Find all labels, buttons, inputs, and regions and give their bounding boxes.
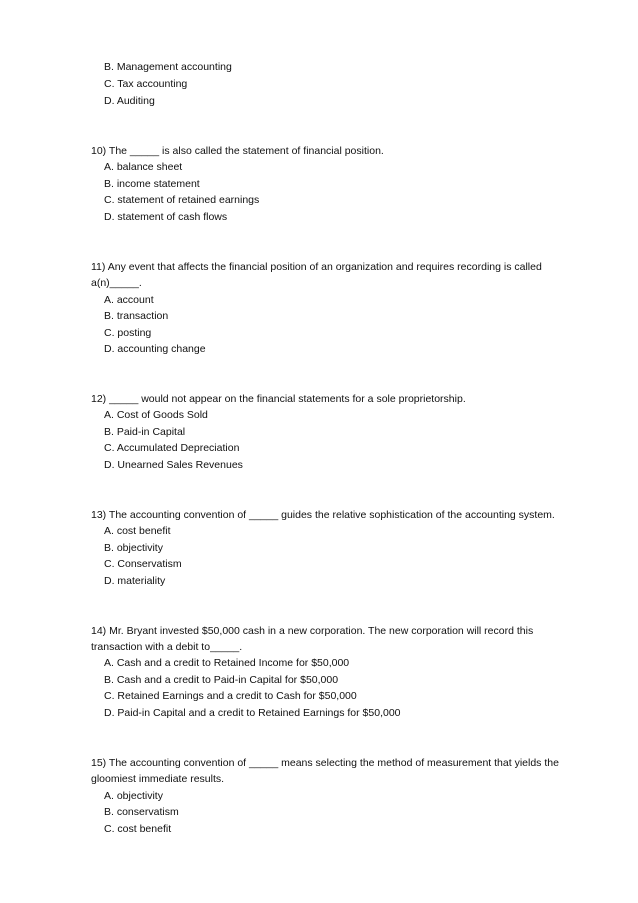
question-14-option-a: A. Cash and a credit to Retained Income for $50,000 xyxy=(104,657,350,669)
question-13-stem: 13) The accounting convention of _____ guides the relative sophistication of the accounting system. xyxy=(91,509,555,521)
question-11-option-d: D. accounting change xyxy=(104,343,206,355)
question-14-option-c: C. Retained Earnings and a credit to Cash for $50,000 xyxy=(104,690,357,702)
question-15-option-c: C. cost benefit xyxy=(104,823,172,835)
question-11-stem-cont: a(n)_____. xyxy=(91,277,142,289)
question-14-stem-cont: transaction with a debit to_____. xyxy=(91,641,243,653)
question-12-option-b: B. Paid-in Capital xyxy=(104,426,186,438)
question-11-option-b: B. transaction xyxy=(104,310,169,322)
option-b: B. Management accounting xyxy=(104,61,232,73)
question-10-option-c: C. statement of retained earnings xyxy=(104,194,260,206)
question-12-option-d: D. Unearned Sales Revenues xyxy=(104,459,243,471)
question-15-stem-cont: gloomiest immediate results. xyxy=(91,773,225,785)
question-14-stem: 14) Mr. Bryant invested $50,000 cash in a new corporation. The new corporation will record this xyxy=(91,625,534,637)
question-12-option-c: C. Accumulated Depreciation xyxy=(104,442,240,454)
option-d: D. Auditing xyxy=(104,95,155,107)
question-10-option-a: A. balance sheet xyxy=(104,161,183,173)
question-14-option-d: D. Paid-in Capital and a credit to Retained Earnings for $50,000 xyxy=(104,707,401,719)
question-13-option-d: D. materiality xyxy=(104,575,166,587)
question-10-option-d: D. statement of cash flows xyxy=(104,211,228,223)
question-13-option-a: A. cost benefit xyxy=(104,525,171,537)
question-12-option-a: A. Cost of Goods Sold xyxy=(104,409,208,421)
question-11-option-c: C. posting xyxy=(104,327,152,339)
question-11-option-a: A. account xyxy=(104,294,154,306)
question-13-option-b: B. objectivity xyxy=(104,542,163,554)
question-13-option-c: C. Conservatism xyxy=(104,558,182,570)
question-10-option-b: B. income statement xyxy=(104,178,200,190)
question-12-stem: 12) _____ would not appear on the financial statements for a sole proprietorship. xyxy=(91,393,466,405)
option-c: C. Tax accounting xyxy=(104,78,188,90)
question-11-stem: 11) Any event that affects the financial position of an organization and requires recording is called xyxy=(91,261,542,273)
question-15-option-a: A. objectivity xyxy=(104,790,163,802)
question-10-stem: 10) The _____ is also called the statement of financial position. xyxy=(91,145,384,157)
question-15-option-b: B. conservatism xyxy=(104,806,179,818)
question-15-stem: 15) The accounting convention of _____ means selecting the method of measurement that yields the xyxy=(91,757,559,769)
question-14-option-b: B. Cash and a credit to Paid-in Capital for $50,000 xyxy=(104,674,339,686)
